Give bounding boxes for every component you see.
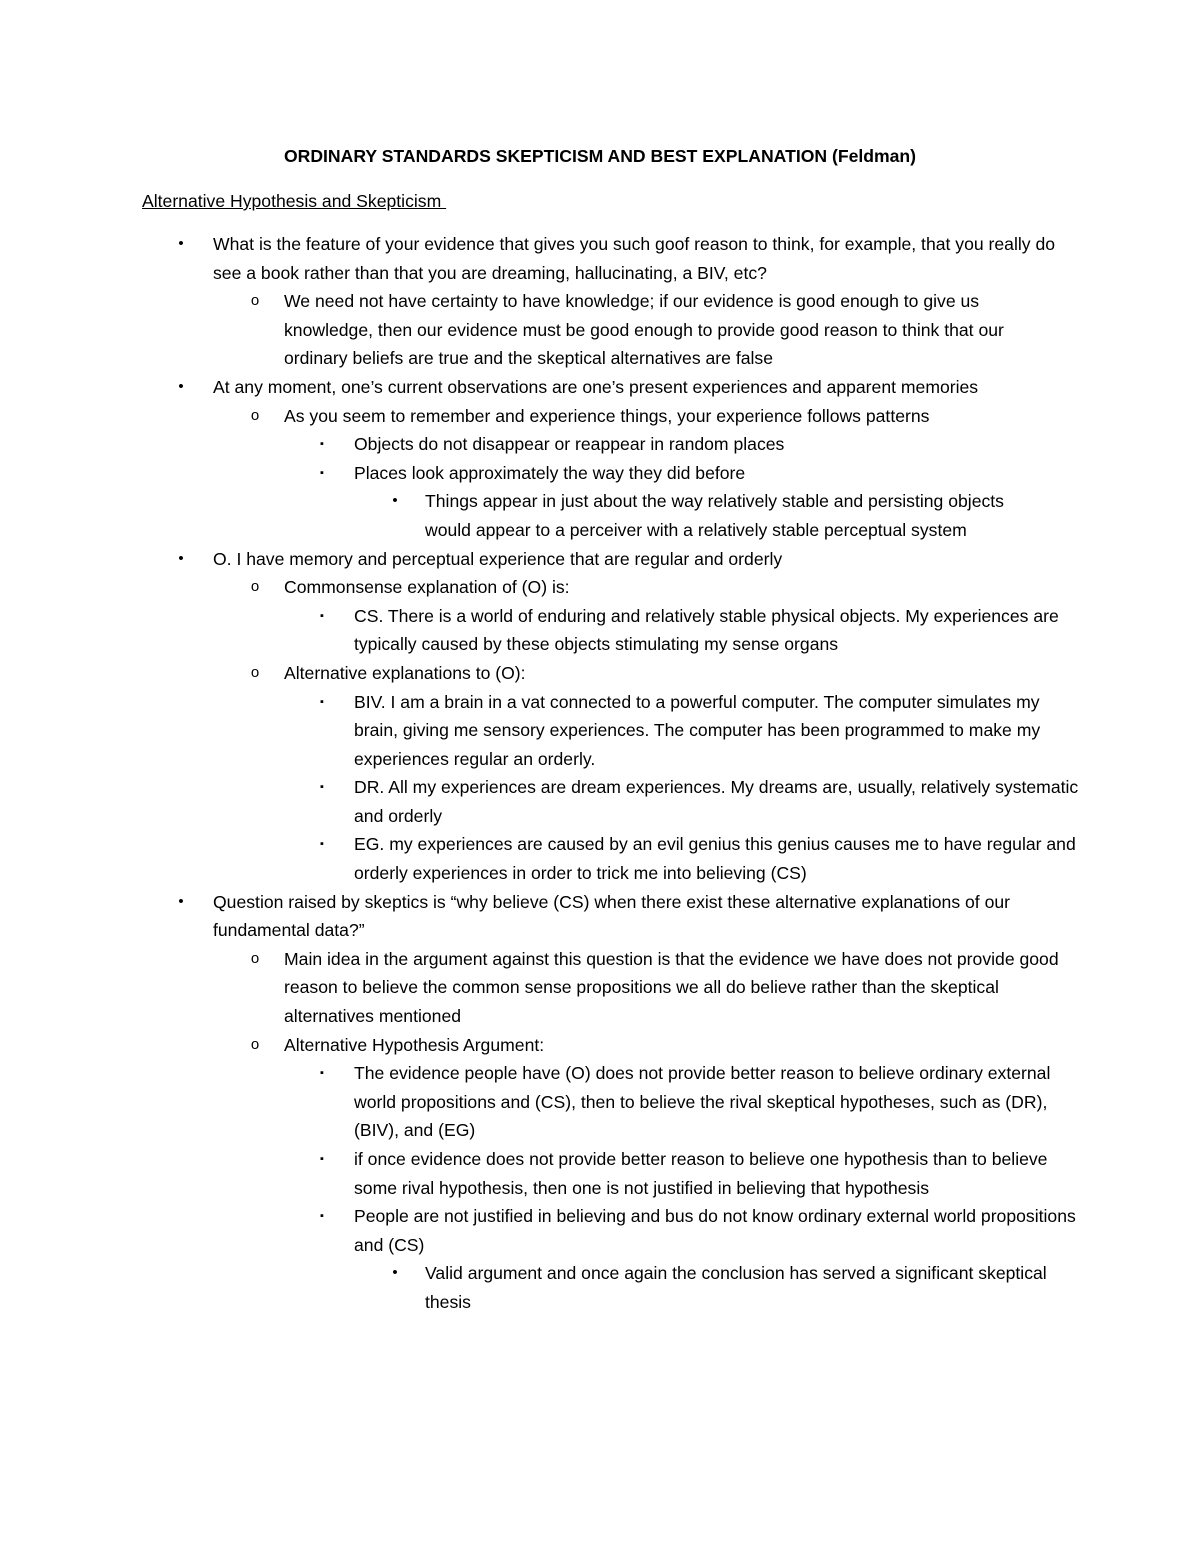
list-item-text: Question raised by skeptics is “why believe (CS) when there exist these alternative explanations of our fundamental data?” — [213, 891, 1011, 941]
list-item-text: DR. All my experiences are dream experiences. My dreams are, usually, relatively systematic and orderly — [354, 777, 1079, 826]
list-item — [0, 1202, 1200, 1259]
square-bullet-icon: ▪ — [320, 1210, 324, 1223]
bullet-icon: • — [178, 377, 184, 395]
circle-bullet-icon: o — [250, 1035, 260, 1053]
list-item-text: We need not have certainty to have knowledge; if our evidence is good enough to give us knowledge, then our evidence must be good enough to provide good reason to think that our ordinary beliefs are true and the skeptical alternatives are false — [284, 291, 1004, 369]
list-item-text: CS. There is a world of enduring and relatively stable physical objects. My experiences are typically caused by these objects stimulating my sense organs — [354, 605, 1059, 655]
square-bullet-icon: ▪ — [320, 466, 324, 479]
circle-bullet-icon: o — [250, 949, 260, 967]
bullet-icon: • — [392, 1264, 398, 1282]
list-item-text: Things appear in just about the way relatively stable and persisting objects would appear to a perceiver with a relatively stable perceptual system — [425, 491, 1004, 540]
list-item — [0, 1031, 1200, 1060]
list-item — [0, 602, 1200, 659]
list-item-text: Places look approximately the way they did before — [354, 462, 746, 483]
list-item-text: O. I have memory and perceptual experience that are regular and orderly — [213, 548, 783, 569]
bullet-icon: • — [178, 549, 184, 567]
list-item — [0, 1059, 1200, 1145]
square-bullet-icon: ▪ — [320, 438, 324, 451]
list-item — [0, 373, 1200, 402]
list-item — [0, 773, 1200, 830]
bullet-icon: • — [178, 892, 184, 910]
circle-bullet-icon: o — [250, 578, 260, 596]
circle-bullet-icon: o — [250, 292, 260, 310]
list-item — [0, 430, 1200, 459]
list-item — [0, 487, 1200, 544]
square-bullet-icon: ▪ — [320, 1153, 324, 1165]
bullet-icon: • — [178, 235, 184, 252]
square-bullet-icon: ▪ — [320, 838, 324, 851]
bullet-icon: • — [392, 492, 398, 510]
list-item-text: BIV. I am a brain in a vat connected to a powerful computer. The computer simulates my brain, giving me sensory experiences. The computer has been programmed to make my experiences regular an orderly. — [354, 691, 1041, 769]
circle-bullet-icon: o — [250, 663, 260, 681]
list-item — [0, 945, 1200, 1031]
list-item — [0, 545, 1200, 574]
square-bullet-icon: ▪ — [320, 1067, 324, 1080]
list-item — [0, 459, 1200, 488]
document-title: ORDINARY STANDARDS SKEPTICISM AND BEST EXPLANATION (Feldman) — [283, 146, 917, 166]
list-item — [0, 573, 1200, 602]
square-bullet-icon: ▪ — [320, 695, 324, 708]
list-item — [0, 688, 1200, 774]
circle-bullet-icon: o — [250, 406, 260, 424]
list-item — [0, 230, 1200, 287]
list-item-text: Valid argument and once again the conclusion has served a significant skeptical thesis — [425, 1263, 1047, 1312]
outline-list — [0, 230, 1200, 1317]
section-heading: Alternative Hypothesis and Skepticism — [142, 191, 447, 211]
list-item-text: People are not justified in believing and bus do not know ordinary external world propositions and (CS) — [354, 1206, 1076, 1255]
square-bullet-icon: ▪ — [320, 781, 324, 794]
list-item-text: EG. my experiences are caused by an evil genius this genius causes me to have regular and orderly experiences in order to trick me into believing (CS) — [354, 834, 1076, 884]
list-item-text: Alternative Hypothesis Argument: — [284, 1034, 545, 1055]
list-item-text: Objects do not disappear or reappear in random places — [354, 434, 785, 455]
list-item-text: if once evidence does not provide better reason to believe one hypothesis than to believe some rival hypothesis, then one is not justified in believing that hypothesis — [354, 1149, 1048, 1198]
list-item-text: Alternative explanations to (O): — [284, 662, 526, 683]
list-item-text: As you seem to remember and experience things, your experience follows patterns — [284, 405, 930, 426]
list-item — [0, 830, 1200, 887]
square-bullet-icon: ▪ — [320, 609, 324, 622]
list-item — [0, 287, 1200, 373]
list-item-text: What is the feature of your evidence that gives you such goof reason to think, for example, that you really do see a book rather than that you are dreaming, hallucinating, a BIV, etc? — [213, 234, 1056, 283]
list-item-text: Commonsense explanation of (O) is: — [284, 577, 570, 598]
list-item — [0, 402, 1200, 431]
list-item-text: Main idea in the argument against this question is that the evidence we have does not provide good reason to believe the common sense propositions we all do believe rather than the skeptical alternatives mentioned — [284, 948, 1059, 1027]
list-item — [0, 888, 1200, 945]
list-item-text: At any moment, one’s current observations are one’s present experiences and apparent memories — [213, 376, 979, 397]
list-item — [0, 1145, 1200, 1202]
list-item-text: The evidence people have (O) does not provide better reason to believe ordinary external world propositions and (CS), then to believe the rival skeptical hypotheses, such as (DR), (BIV), and (EG) — [354, 1063, 1051, 1141]
list-item — [0, 1259, 1200, 1316]
list-item — [0, 659, 1200, 688]
